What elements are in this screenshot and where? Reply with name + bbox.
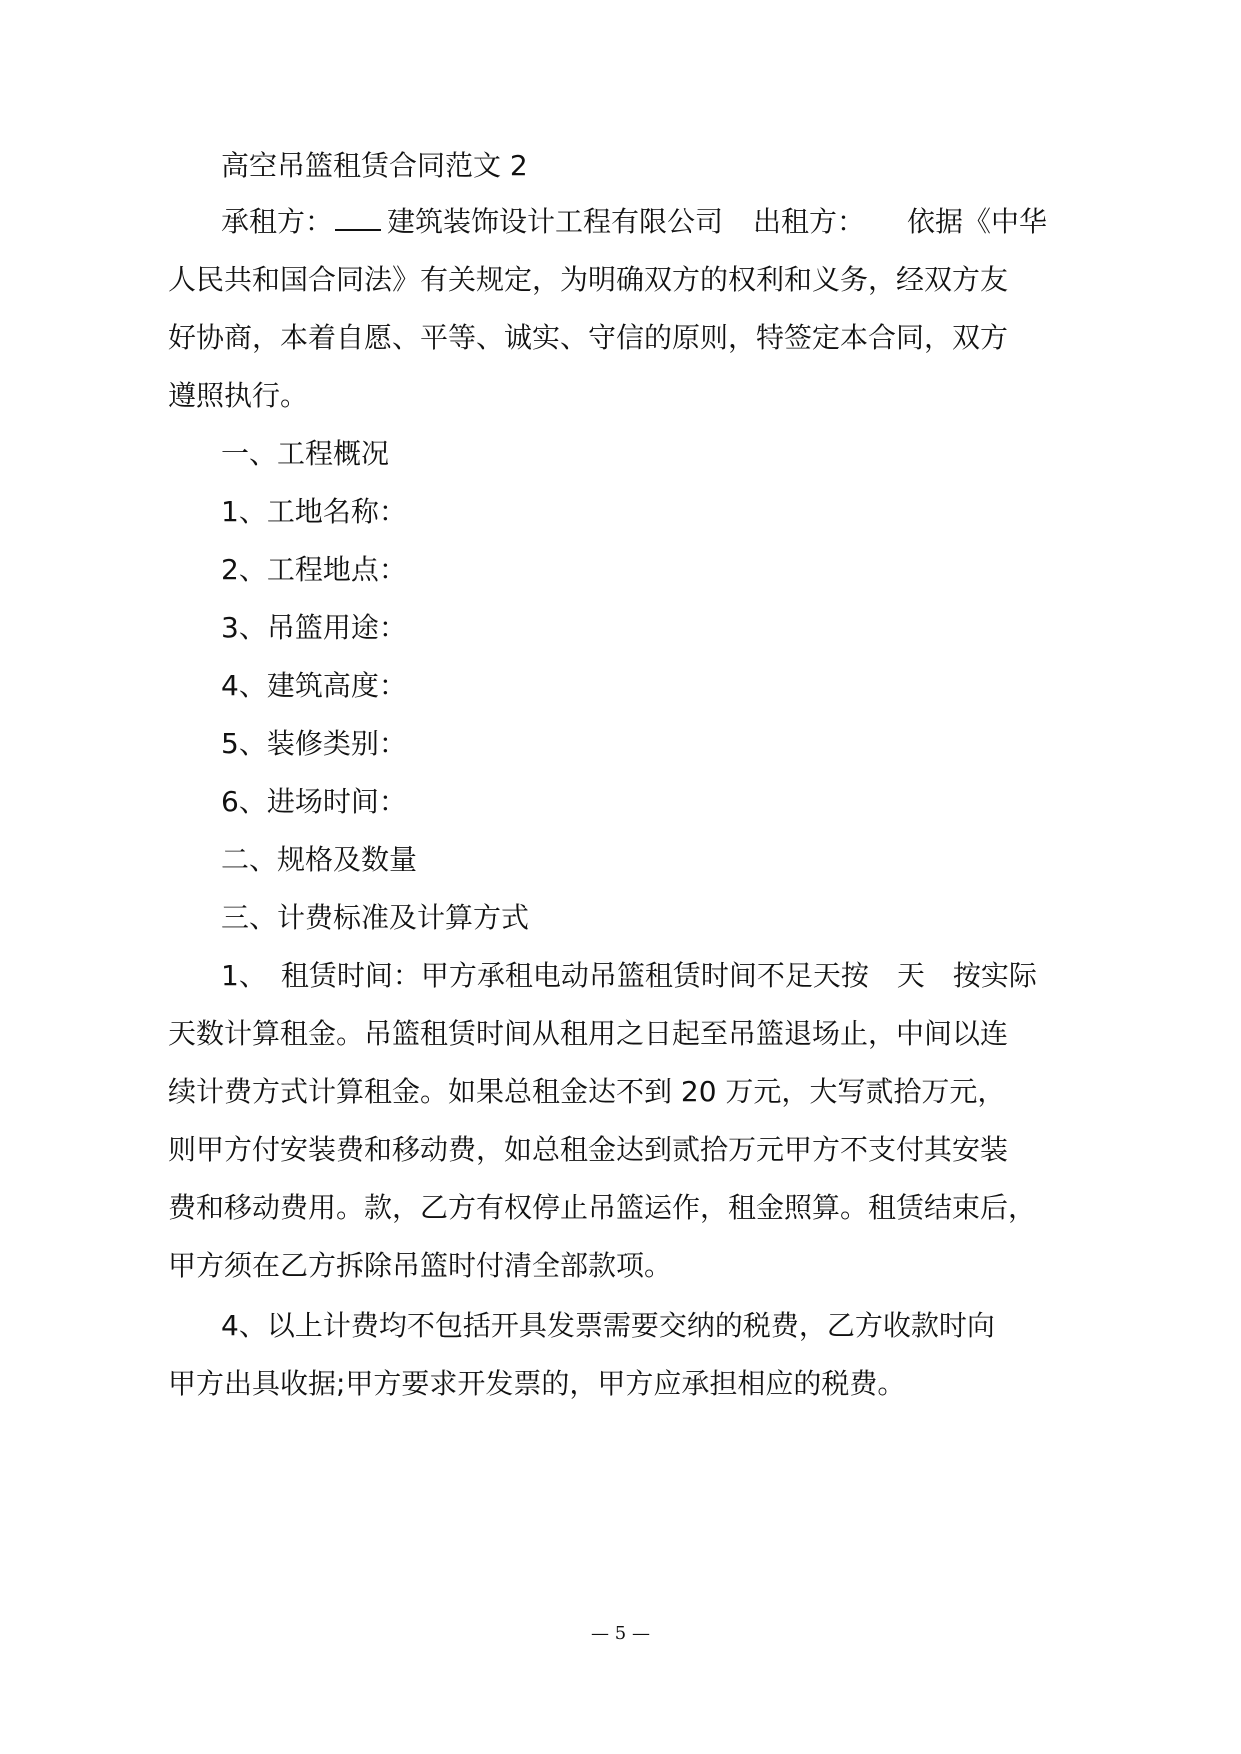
section-1-item: 4、建筑高度： <box>221 669 407 702</box>
clause-1-line: 则甲方付安装费和移动费，如总租金达到贰拾万元甲方不支付其安装 <box>168 1133 1009 1166</box>
clause-1-line: 1、 租赁时间：甲方承租电动吊篮租赁时间不足天按 天 按实际 <box>221 959 1037 992</box>
section-3-heading: 三、计费标准及计算方式 <box>221 901 530 934</box>
section-1-item: 2、工程地点： <box>221 553 407 586</box>
lessee-blank <box>335 203 381 231</box>
clause-1-line: 费和移动费用。款，乙方有权停止吊篮运作，租金照算。租赁结束后， <box>168 1191 1037 1224</box>
preamble-line-1: 依据《中华 <box>907 205 1048 238</box>
page-number: — 5 — <box>591 1623 650 1644</box>
clause-1-line: 天数计算租金。吊篮租赁时间从租用之日起至吊篮退场止，中间以连 <box>168 1017 1009 1050</box>
preamble-line-3: 好协商，本着自愿、平等、诚实、守信的原则，特签定本合同，双方 <box>168 321 1009 354</box>
lessor-label: 出租方： <box>753 205 866 238</box>
lessee-label: 承租方： <box>221 205 334 238</box>
document-title: 高空吊篮租赁合同范文 2 <box>221 149 528 182</box>
section-2-heading: 二、规格及数量 <box>221 843 418 876</box>
section-1-item: 3、吊篮用途： <box>221 611 407 644</box>
preamble-line-2: 人民共和国合同法》有关规定，为明确双方的权利和义务，经双方友 <box>168 263 1009 296</box>
section-1-item: 1、工地名称： <box>221 495 407 528</box>
preamble-line-4: 遵照执行。 <box>168 379 309 412</box>
lessee-name: 建筑装饰设计工程有限公司 <box>387 205 724 238</box>
section-1-heading: 一、工程概况 <box>221 437 390 470</box>
clause-1-line: 甲方须在乙方拆除吊篮时付清全部款项。 <box>168 1249 673 1282</box>
clause-1-line: 续计费方式计算租金。如果总租金达不到 20 万元，大写贰拾万元， <box>168 1075 1006 1108</box>
section-1-item: 6、进场时间： <box>221 785 407 818</box>
section-1-item: 5、装修类别： <box>221 727 407 760</box>
clause-4-line: 4、以上计费均不包括开具发票需要交纳的税费，乙方收款时向 <box>221 1309 995 1342</box>
clause-4-line: 甲方出具收据;甲方要求开发票的，甲方应承担相应的税费。 <box>168 1367 906 1400</box>
parties-line <box>221 202 1047 242</box>
